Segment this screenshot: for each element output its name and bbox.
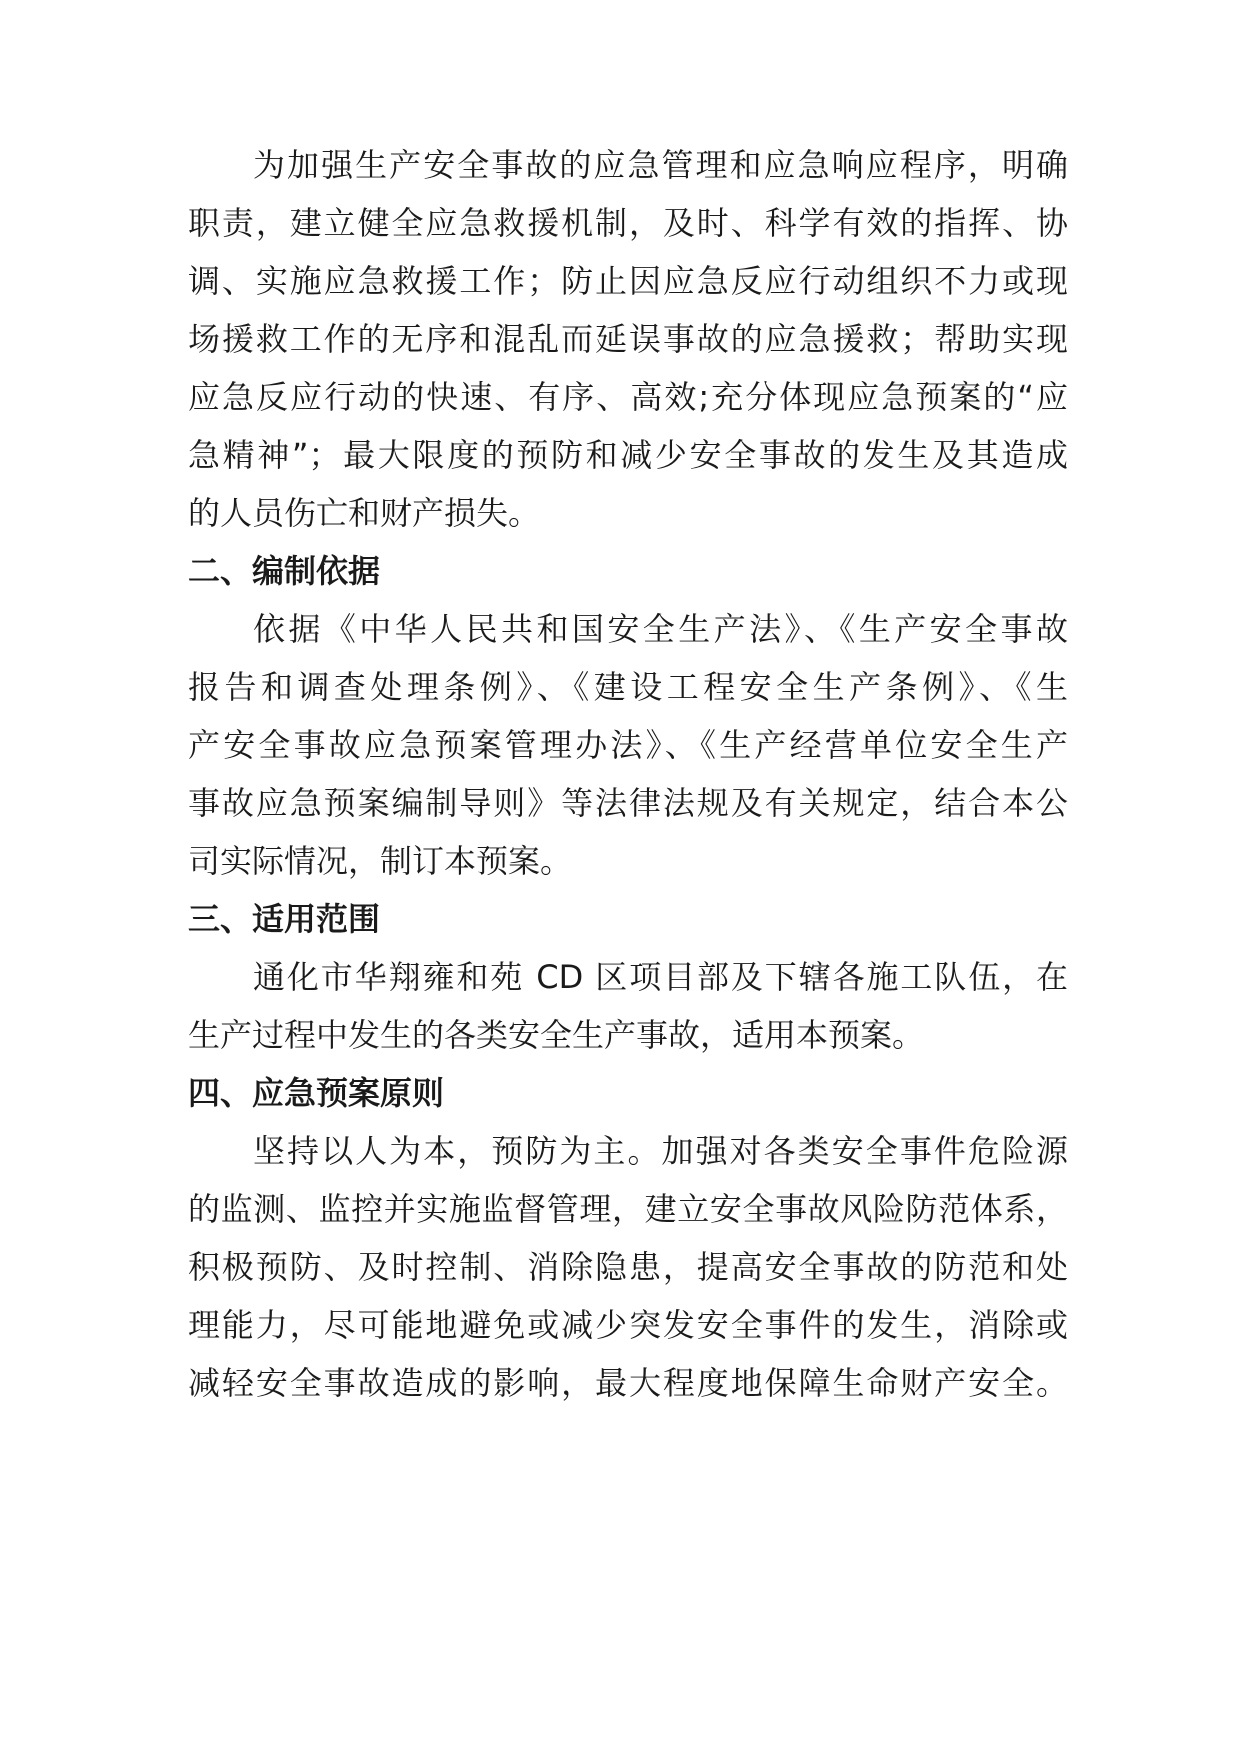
paragraph-line: 通化市华翔雍和苑 CD 区项目部及下辖各施工队伍，在 <box>253 958 1068 996</box>
paragraph-line: 减轻安全事故造成的影响，最大程度地保障生命财产安全。 <box>188 1364 1068 1402</box>
paragraph-line: 生产过程中发生的各类安全生产事故，适用本预案。 <box>188 1016 925 1054</box>
paragraph-line: 的监测、监控并实施监督管理，建立安全事故风险防范体系， <box>188 1190 1068 1228</box>
paragraph-line: 司实际情况，制订本预案。 <box>188 842 573 880</box>
paragraph-line: 场援救工作的无序和混乱而延误事故的应急援救；帮助实现 <box>188 320 1068 358</box>
paragraph-line: 理能力，尽可能地避免或减少突发安全事件的发生，消除或 <box>188 1306 1068 1344</box>
paragraph-line: 为加强生产安全事故的应急管理和应急响应程序，明确 <box>253 146 1068 184</box>
paragraph-line: 依据《中华人民共和国安全生产法》、《生产安全事故 <box>253 610 1068 648</box>
section-heading: 二、编制依据 <box>188 552 381 590</box>
paragraph-line: 积极预防、及时控制、消除隐患，提高安全事故的防范和处 <box>188 1248 1068 1286</box>
paragraph-line: 事故应急预案编制导则》等法律法规及有关规定，结合本公 <box>188 784 1068 822</box>
paragraph-line: 的人员伤亡和财产损失。 <box>188 494 541 532</box>
paragraph-line: 职责，建立健全应急救援机制，及时、科学有效的指挥、协 <box>188 204 1068 242</box>
paragraph-line: 调、实施应急救援工作；防止因应急反应行动组织不力或现 <box>188 262 1068 300</box>
paragraph-line: 坚持以人为本，预防为主。加强对各类安全事件危险源 <box>253 1132 1068 1170</box>
section-heading: 四、应急预案原则 <box>188 1074 445 1112</box>
paragraph-line: 产安全事故应急预案管理办法》、《生产经营单位安全生产 <box>188 726 1068 764</box>
paragraph-line: 报告和调查处理条例》、《建设工程安全生产条例》、《生 <box>188 668 1068 706</box>
paragraph-line: 急精神”；最大限度的预防和减少安全事故的发生及其造成 <box>188 436 1068 474</box>
paragraph-line: 应急反应行动的快速、有序、高效;充分体现应急预案的“应 <box>188 378 1068 416</box>
section-heading: 三、适用范围 <box>188 900 381 938</box>
